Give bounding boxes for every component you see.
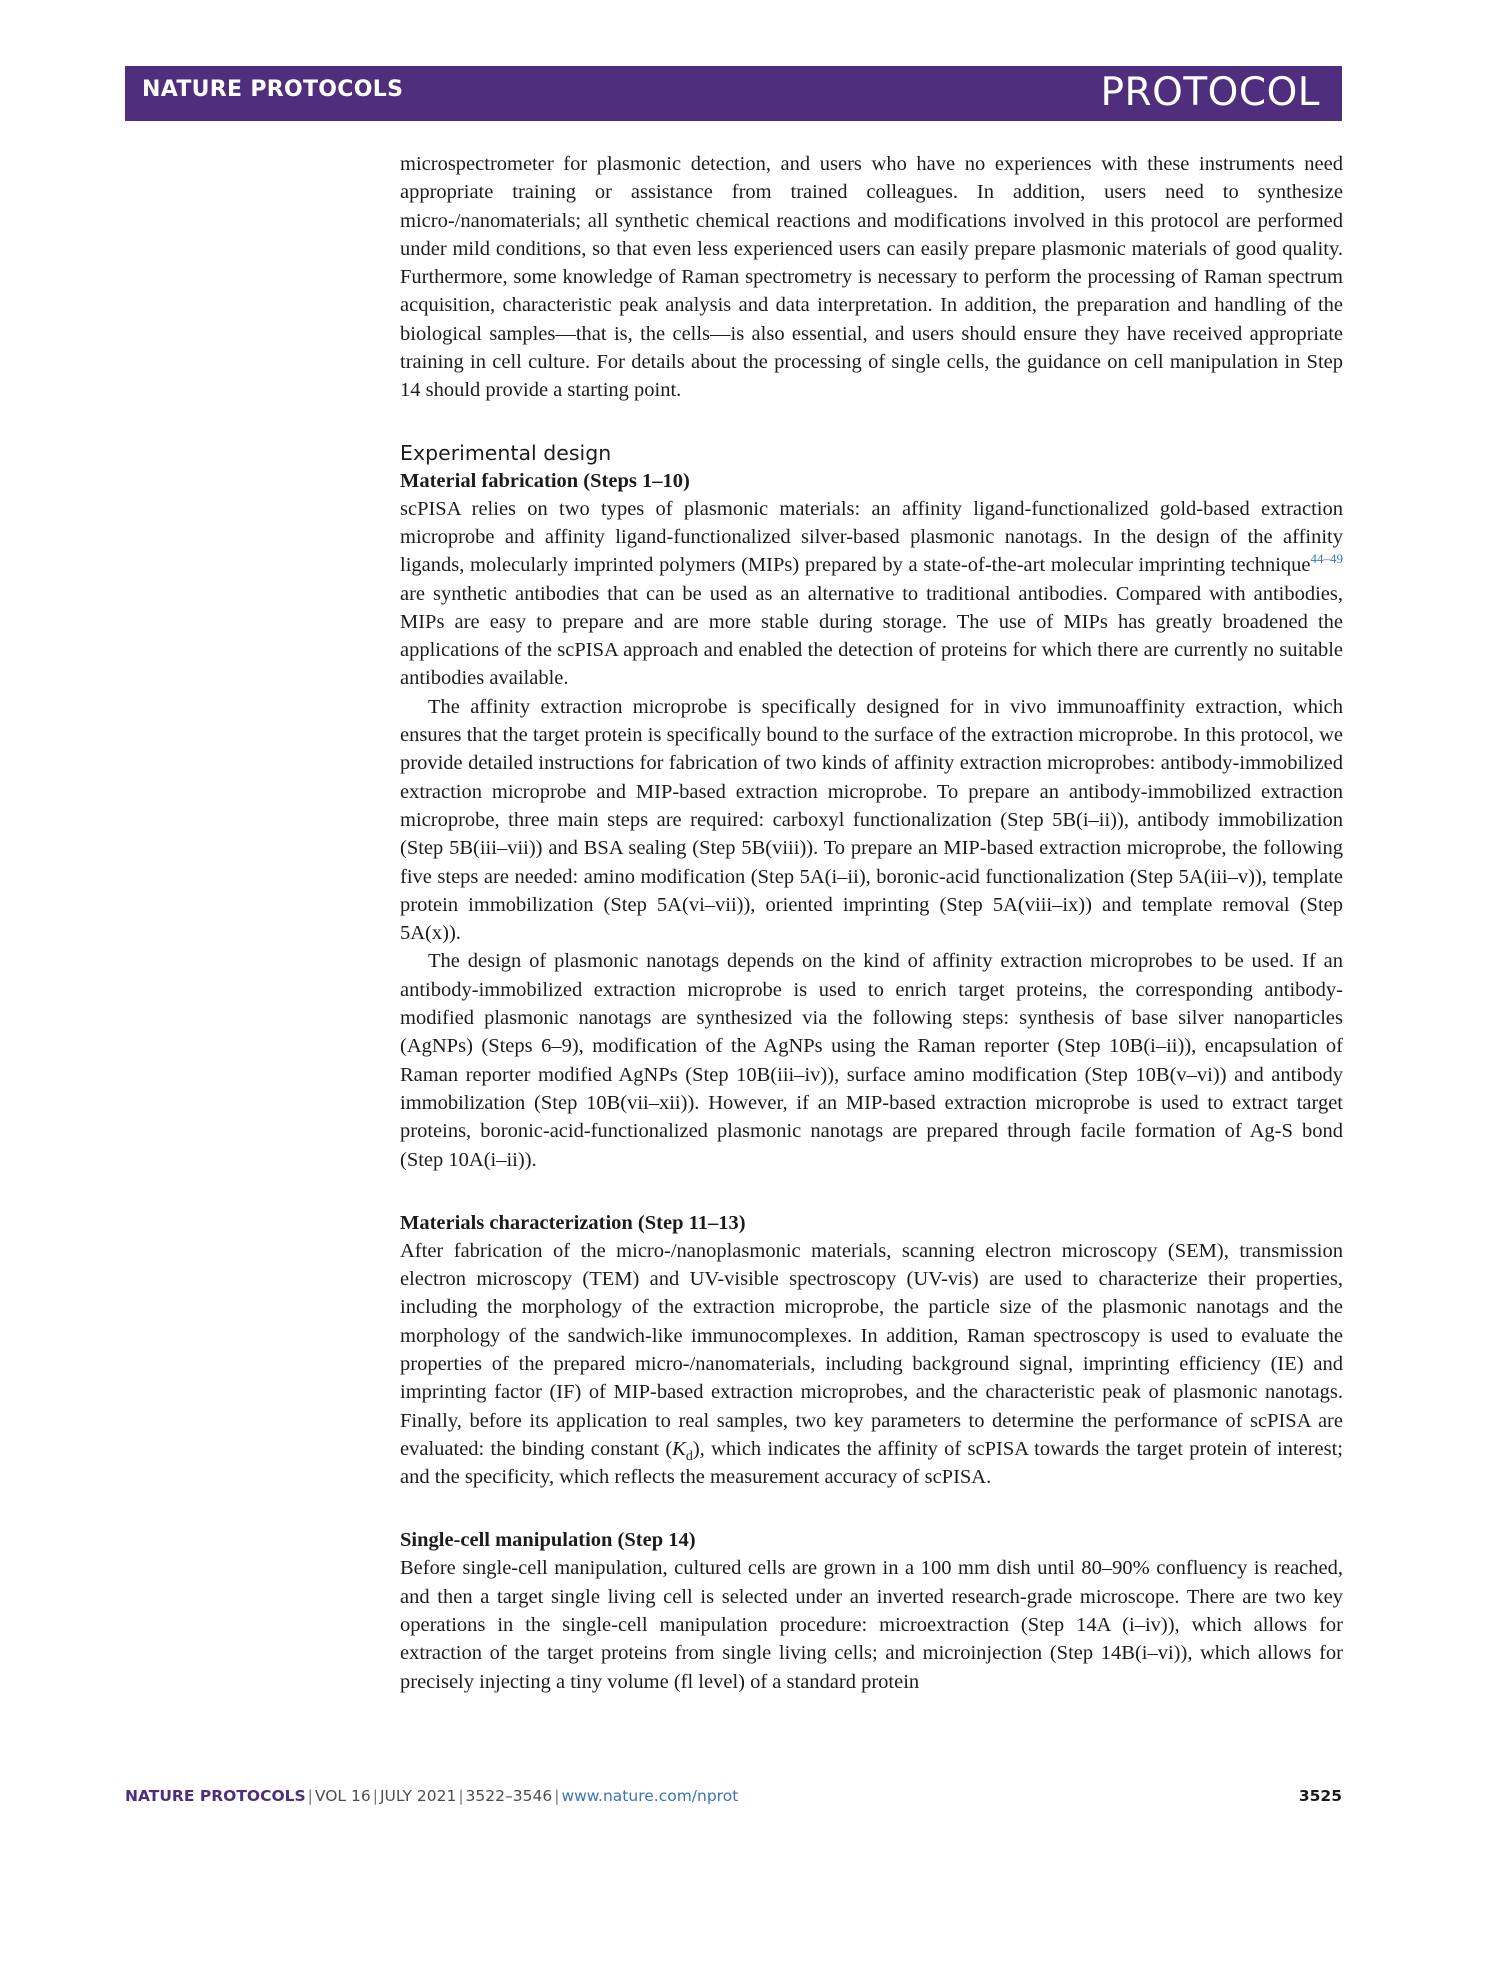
journal-name: NATURE PROTOCOLS xyxy=(142,77,404,102)
article-type-label: PROTOCOL xyxy=(1100,70,1320,115)
footer-separator: | xyxy=(554,1787,560,1805)
footer-separator: | xyxy=(458,1787,464,1805)
material-fabrication-paragraph-1 xyxy=(400,495,1343,693)
footer-journal-url-link[interactable]: www.nature.com/nprot xyxy=(561,1787,739,1805)
materials-characterization-paragraph xyxy=(400,1237,1343,1492)
single-cell-manipulation-paragraph: Before single-cell manipulation, cultured cells are grown in a 100 mm dish until 80–90% confluency is reached, and then a target single living cell is selected under an inverted research-grade microscope. There are two key operations in the single-cell manipulation procedure: microextraction (Step 14A (i–iv)), which allows for extraction of the target proteins from single living cells; and microinjection (Step 14B(i–vi)), which allows for precisely injecting a tiny volume (fl level) of a standard protein xyxy=(400,1557,1343,1693)
intro-paragraph: microspectrometer for plasmonic detection, and users who have no experiences with these instruments need appropriate training or assistance from trained colleagues. In addition, users need to synthesize micro-/nanomaterials; all synthetic chemical reactions and modifications involved in this protocol are performed under mild conditions, so that even less experienced users can easily prepare plasmonic materials of good quality. Furthermore, some knowledge of Raman spectrometry is necessary to perform the processing of Raman spectrum acquisition, characteristic peak analysis and data interpretation. In addition, the preparation and handling of the biological samples—that is, the cells—is also essential, and users should ensure they have received appropriate training in cell culture. For details about the processing of single cells, the guidance on cell manipulation in Step 14 should provide a starting point. xyxy=(400,153,1343,402)
subsection-heading-material-fabrication: Material fabrication (Steps 1–10) xyxy=(400,469,690,492)
subsection-heading-materials-characterization: Materials characterization (Step 11–13) xyxy=(400,1211,746,1234)
paragraph-text: After fabrication of the micro-/nanoplasmonic materials, scanning electron microscopy (SEM), transmission electron microscopy (TEM) and UV-visible spectroscopy (UV-vis) are used to characterize their properties, including the morphology of the extraction microprobe, the particle size of the plasmonic nanotags and the morphology of the sandwich-like immunocomplexes. In addition, Raman spectroscopy is used to evaluate the properties of the prepared micro-/nanomaterials, including background signal, imprinting efficiency (IE) and imprinting factor (IF) of MIP-based extraction microprobes, and the characteristic peak of plasmonic nanotags. Finally, before its application to real samples, two key parameters to determine the performance of scPISA are evaluated: the binding constant ( xyxy=(400,1239,1343,1460)
subsection-heading-single-cell-manipulation: Single-cell manipulation (Step 14) xyxy=(400,1529,696,1552)
paragraph-text: are synthetic antibodies that can be used as an alternative to traditional antibodies. Compared with antibodies, MIPs are easy to prepare and are more stable during storage. The use of MIPs has greatly broadened the applications of the scPISA approach and enabled the detection of proteins for which there are currently no suitable antibodies available. xyxy=(400,582,1343,690)
footer-volume: VOL 16 xyxy=(314,1787,371,1805)
footer-journal-name: NATURE PROTOCOLS xyxy=(125,1787,306,1805)
article-body xyxy=(400,150,1343,1696)
footer-page-range: 3522–3546 xyxy=(465,1787,553,1805)
binding-constant-subscript: d xyxy=(685,1448,693,1464)
material-fabrication-paragraph-2: The affinity extraction microprobe is specifically designed for in vivo immunoaffinity extraction, which ensures that the target protein is specifically bound to the surface of the extraction microprobe. In this protocol, we provide detailed instructions for fabrication of two kinds of affinity extraction microprobes: antibody-immobilized extraction microprobe and MIP-based extraction microprobe. To prepare an antibody-immobilized extraction microprobe, three main steps are required: carboxyl functionalization (Step 5B(i–ii)), antibody immobilization (Step 5B(iii–vii)) and BSA sealing (Step 5B(viii)). To prepare an MIP-based extraction microprobe, the following five steps are needed: amino modification (Step 5A(i–ii), boronic-acid functionalization (Step 5A(iii–v)), template protein immobilization (Step 5A(vi–vii)), oriented imprinting (Step 5A(viii–ix)) and template removal (Step 5A(x)). xyxy=(400,695,1343,945)
page-number: 3525 xyxy=(1298,1787,1342,1805)
footer-separator: | xyxy=(372,1787,378,1805)
paragraph-text: scPISA relies on two types of plasmonic materials: an affinity ligand-functionalized gold-based extraction microprobe and affinity ligand-functionalized silver-based plasmonic nanotags. In the design of the affinity ligands, molecularly imprinted polymers (MIPs) prepared by a state-of-the-art molecular imprinting technique xyxy=(400,497,1343,577)
section-spacer xyxy=(400,1491,1343,1526)
material-fabrication-paragraph-3: The design of plasmonic nanotags depends on the kind of affinity extraction microprobes to be used. If an antibody-immobilized extraction microprobe is used to enrich target proteins, the corresponding antibody-modified plasmonic nanotags are synthesized via the following steps: synthesis of base silver nanoparticles (AgNPs) (Steps 6–9), modification of the AgNPs using the Raman reporter (Step 10B(i–ii)), encapsulation of Raman reporter modified AgNPs (Step 10B(iii–iv)), surface amino modification (Step 10B(v–vi)) and antibody immobilization (Step 10B(vii–xii)). However, if an MIP-based extraction microprobe is used to extract target proteins, boronic-acid-functionalized plasmonic nanotags are prepared through facile formation of Ag-S bond (Step 10A(i–ii)). xyxy=(400,950,1343,1171)
binding-constant-symbol: K xyxy=(672,1437,686,1460)
footer-date: JULY 2021 xyxy=(379,1787,457,1805)
section-heading-experimental-design: Experimental design xyxy=(400,440,612,465)
journal-header-bar xyxy=(125,66,1342,121)
section-spacer xyxy=(400,1174,1343,1209)
paragraph-text: ), which indicates the affinity of scPISA towards the target protein of interest; and the specificity, which reflects the measurement accuracy of scPISA. xyxy=(400,1437,1343,1489)
reference-citation-link[interactable]: 44–49 xyxy=(1310,551,1343,567)
footer-separator: | xyxy=(307,1787,313,1805)
page-footer xyxy=(125,1787,1342,1811)
section-spacer xyxy=(400,405,1343,439)
